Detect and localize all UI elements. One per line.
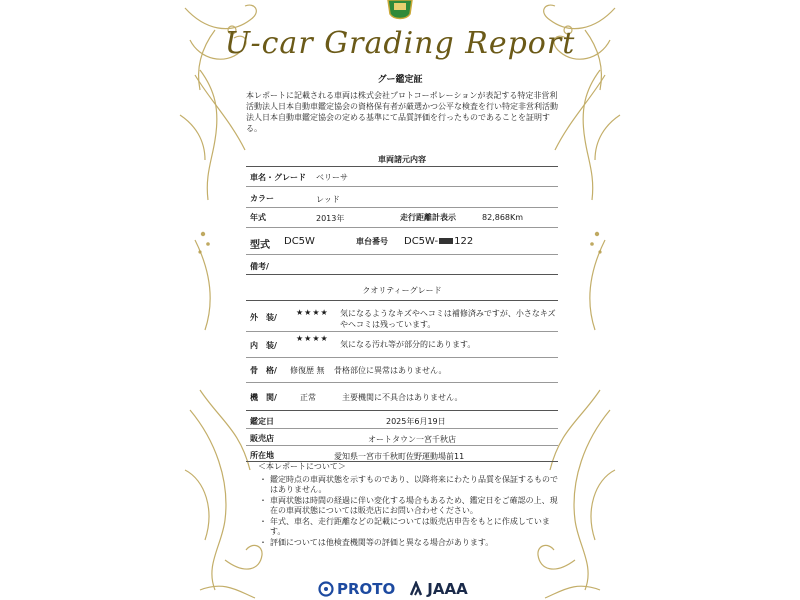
divider: [246, 357, 558, 358]
divider: [246, 331, 558, 332]
footer-logos: [318, 578, 468, 600]
divider: [246, 274, 558, 275]
address-label: 所在地: [250, 451, 274, 460]
interior-comment: 気になる汚れ等が部分的にあります。: [340, 340, 476, 349]
chassis-label: 車台番号: [356, 237, 388, 246]
mileage-label: 走行距離計表示: [400, 213, 456, 222]
exterior-label: 外 装/: [250, 313, 277, 322]
chassis-value: [404, 236, 473, 247]
divider: [246, 410, 558, 411]
year-value: 2013年: [316, 214, 345, 223]
color-value: レッド: [316, 195, 340, 204]
proto-mark-icon: [318, 581, 334, 597]
redaction-mark: [439, 238, 453, 244]
mileage-value: 82,868Km: [482, 213, 524, 222]
dealer-label: 販売店: [250, 434, 274, 443]
note-item: ・ 鑑定時点の車両状態を示すものであり、以降将来にわたり品質を保証するものではありません。: [270, 475, 558, 496]
divider: [246, 382, 558, 383]
engine-label: 機 関/: [250, 393, 277, 402]
model-value: DC5W: [284, 236, 315, 247]
divider: [246, 227, 558, 228]
proto-logo-text: PROTO: [337, 580, 396, 598]
notes-list: [258, 475, 558, 549]
divider: [246, 166, 558, 167]
interior-label: 内 装/: [250, 341, 277, 350]
report-notes: [258, 462, 558, 548]
note-item: ・ 車両状態は時間の経過に伴い変化する場合もあるため、鑑定日をご確認の上、現在の車両状態については販売店にお問い合わせください。: [270, 496, 558, 517]
divider: [246, 300, 558, 301]
dealer-value: オートタウン一宮千秋店: [368, 435, 456, 444]
frame-comment: 骨格部位に異常はありません。: [334, 366, 447, 375]
remarks-label: 備考/: [250, 262, 269, 271]
exterior-stars: ★★★★: [296, 308, 329, 317]
chassis-prefix: DC5W-: [404, 236, 439, 247]
crest-emblem-icon: [380, 0, 420, 22]
note-item: ・ 評価については他検査機関等の評価と異なる場合があります。: [270, 538, 558, 549]
jaaa-mark-icon: [409, 581, 423, 597]
vehicle-section-title: 車両諸元内容: [378, 155, 426, 164]
divider: [246, 186, 558, 187]
jaaa-logo: [409, 580, 467, 598]
note-item: ・ 年式、車名、走行距離などの記載については販売店申告をもとに作成しています。: [270, 517, 558, 538]
divider: [246, 445, 558, 446]
divider: [246, 254, 558, 255]
quality-section-title: クオリティーグレード: [362, 286, 442, 295]
exterior-comment: 気になるようなキズやヘコミは補修済みですが、小さなキズやヘコミは残っています。: [340, 309, 556, 329]
interior-stars: ★★★★: [296, 334, 329, 343]
proto-logo: [318, 580, 395, 598]
report-title: U-car Grading Report: [224, 26, 576, 61]
engine-comment: 主要機関に不具合はありません。: [342, 393, 463, 402]
model-label: 型式: [250, 240, 270, 251]
divider: [246, 207, 558, 208]
vehicle-name-value: ベリーサ: [316, 173, 348, 182]
frame-label: 骨 格/: [250, 366, 277, 375]
notes-title: ＜本レポートについて＞: [258, 462, 346, 471]
date-label: 鑑定日: [250, 417, 274, 426]
date-value: 2025年6月19日: [386, 417, 446, 426]
frame-status: 修復歴 無: [290, 366, 325, 375]
vehicle-name-label: 車名・グレード: [250, 173, 306, 182]
chassis-suffix: 122: [454, 236, 474, 247]
year-label: 年式: [250, 213, 266, 222]
intro-text: 本レポートに記載される車両は株式会社プロトコーポレーションが表記する特定非営利活動法人日本自動車鑑定協会の資格保有者が厳選かつ公平な検査を行い特定非営利活動法人日本自動車鑑定協会の定める基準にて品質評価を行ったものであることを証明する。: [246, 91, 558, 133]
divider: [246, 428, 558, 429]
engine-status: 正常: [300, 393, 316, 402]
address-value: 愛知県一宮市千秋町佐野運動場前11: [334, 452, 465, 461]
color-label: カラー: [250, 194, 274, 203]
jaaa-logo-text: JAAA: [427, 580, 468, 598]
report-subtitle: グー鑑定証: [377, 75, 423, 85]
